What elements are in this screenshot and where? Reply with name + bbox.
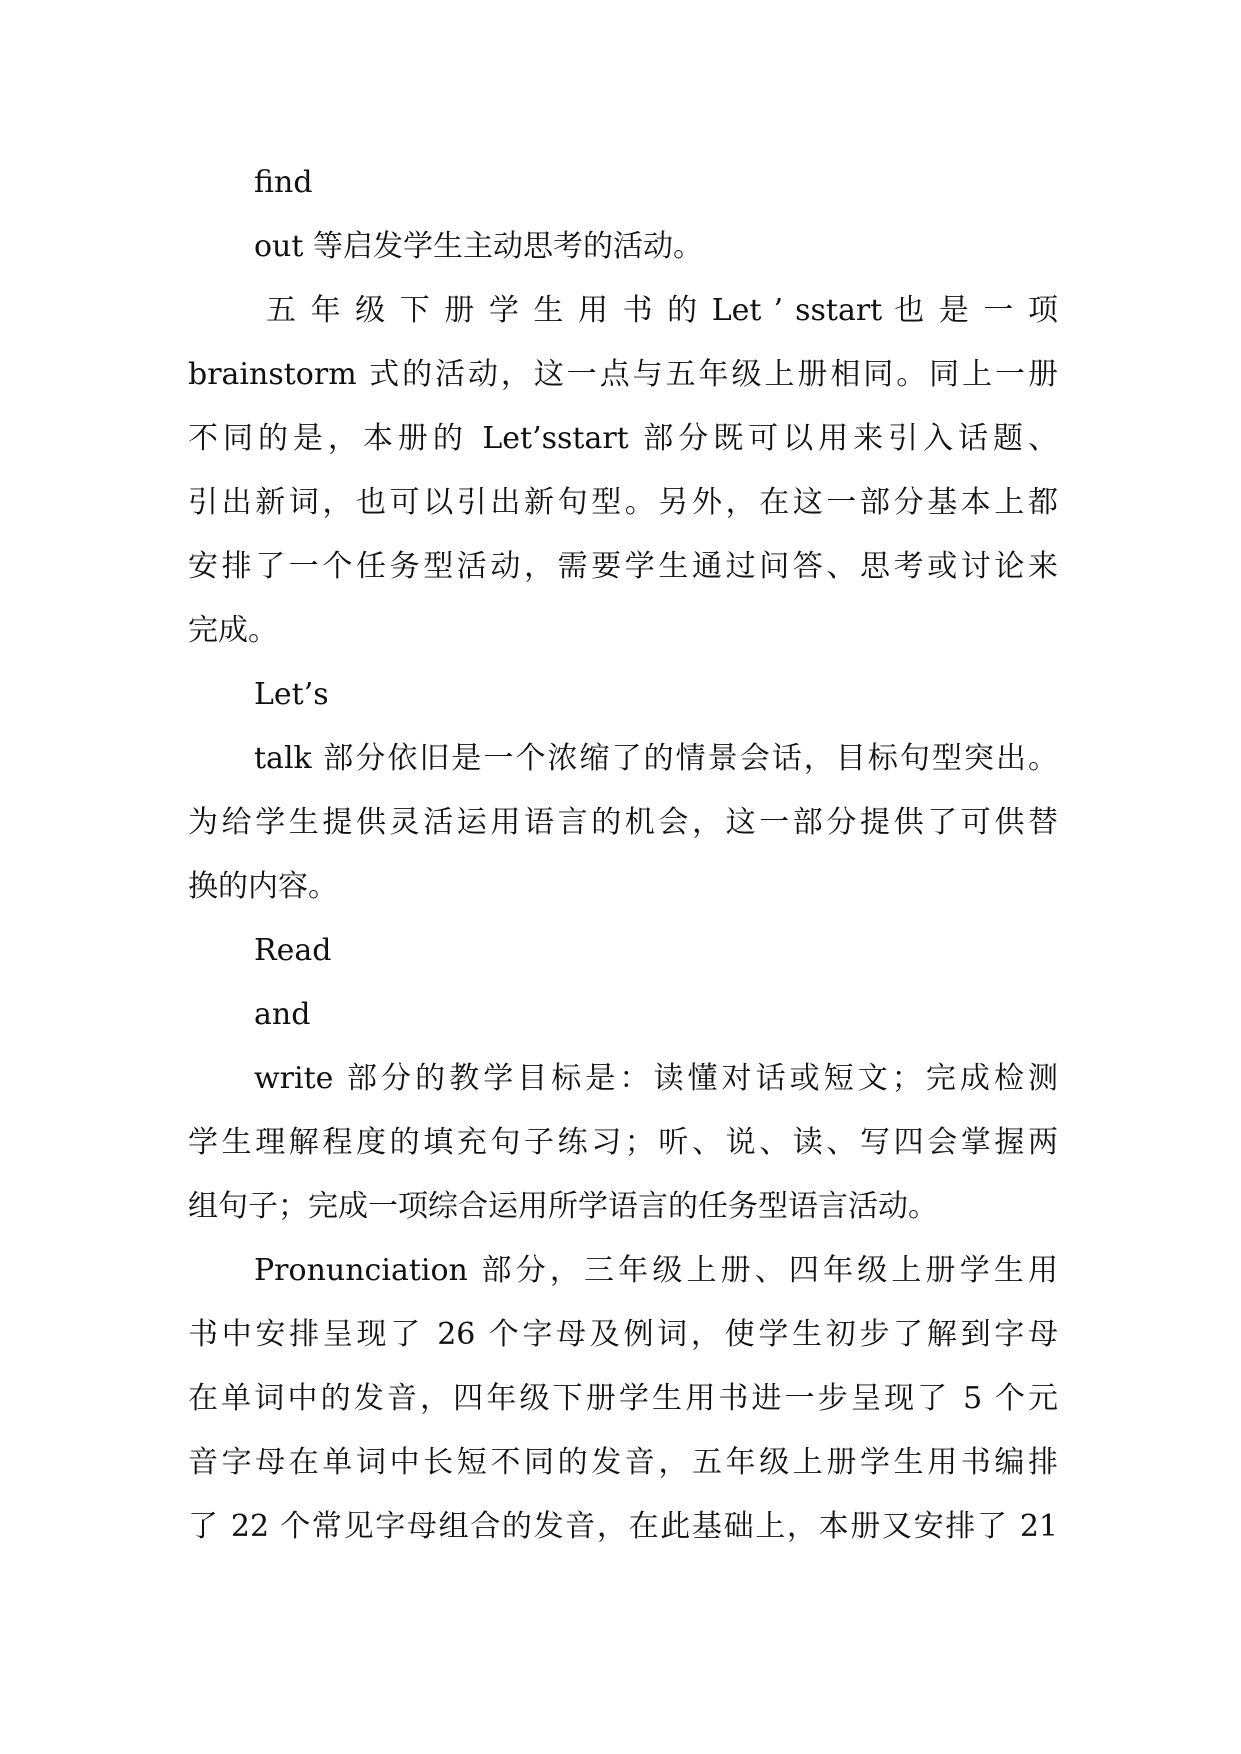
text-line: 学生理解程度的填充句子练习；听、说、读、写四会掌握两 [188, 1125, 1058, 1160]
text-line: Read [254, 933, 332, 968]
text-line: brainstorm 式的活动，这一点与五年级上册相同。同上一册 [188, 357, 1058, 392]
text-line: 书中安排呈现了 26 个字母及例词，使学生初步了解到字母 [188, 1317, 1058, 1352]
text-line: and [254, 997, 311, 1032]
text-line: 组句子；完成一项综合运用所学语言的任务型语言活动。 [188, 1189, 938, 1224]
text-line: 安排了一个任务型活动，需要学生通过问答、思考或讨论来 [188, 549, 1058, 584]
text-line: Let’s [254, 677, 329, 712]
text-line: Pronunciation 部分，三年级上册、四年级上册学生用 [254, 1253, 1058, 1288]
text-line: 音字母在单词中长短不同的发音，五年级上册学生用书编排 [188, 1445, 1058, 1480]
text-line: 引出新词，也可以引出新句型。另外，在这一部分基本上都 [188, 485, 1058, 520]
text-line: talk 部分依旧是一个浓缩了的情景会话，目标句型突出。 [254, 741, 1058, 776]
text-line: out 等启发学生主动思考的活动。 [254, 229, 703, 264]
text-line: 在单词中的发音，四年级下册学生用书进一步呈现了 5 个元 [188, 1381, 1058, 1416]
text-line: 完成。 [188, 613, 278, 648]
text-line: find [254, 165, 313, 200]
text-line: 为给学生提供灵活运用语言的机会，这一部分提供了可供替 [188, 805, 1058, 840]
text-line: 不同的是，本册的 Let’sstart 部分既可以用来引入话题、 [188, 421, 1058, 456]
text-line: write 部分的教学目标是：读懂对话或短文；完成检测 [254, 1061, 1058, 1096]
text-line: 了 22 个常见字母组合的发音，在此基础上，本册又安排了 21 [188, 1509, 1058, 1544]
text-line: 五 年 级 下 册 学 生 用 书 的 Let ’ sstart 也 是 一 项 [266, 293, 1058, 328]
text-line: 换的内容。 [188, 869, 338, 904]
